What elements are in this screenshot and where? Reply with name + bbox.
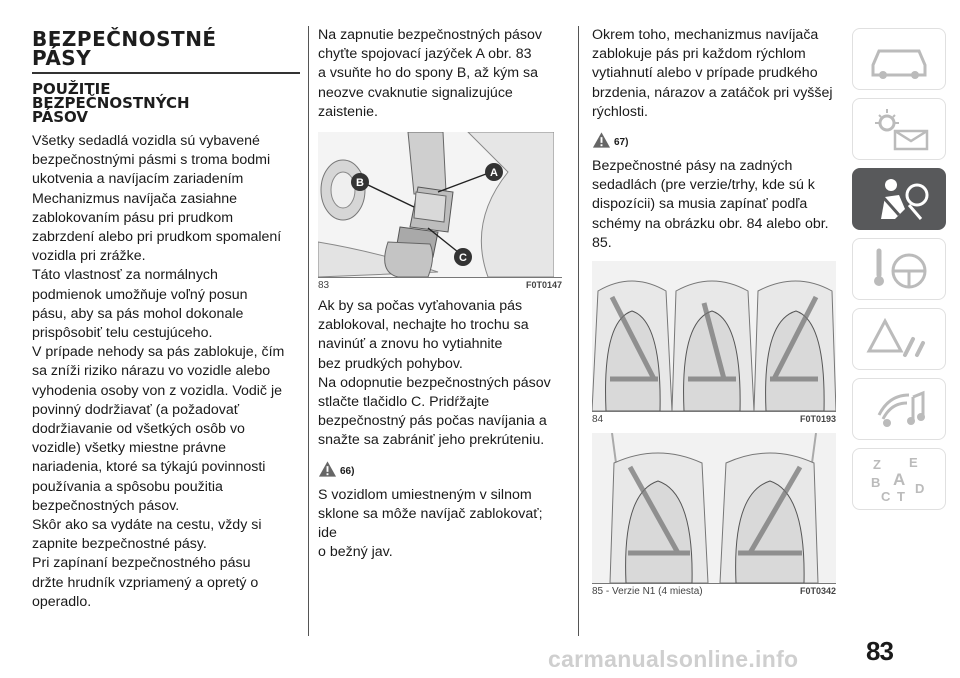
chapter-tabs bbox=[852, 28, 944, 518]
index-letter-t: T bbox=[897, 489, 905, 503]
column-divider bbox=[578, 26, 579, 636]
retractor-paragraph: Okrem toho, mechanizmus navíjača zablokuje pás pri každom rýchlom vytiahnutí alebo v prípade prudkého brzdenia, nárazov a zatáčok pri vyššej rýchlosti. bbox=[592, 27, 833, 120]
tab-warning-lights[interactable] bbox=[852, 98, 946, 160]
subsection-title: POUŽITIE BEZPEČNOSTNÝCH PÁSOV bbox=[32, 80, 190, 126]
column-3 bbox=[592, 26, 836, 603]
label-a: A bbox=[490, 167, 498, 180]
index-letter-a: A bbox=[893, 470, 906, 489]
section-title-rule bbox=[32, 72, 300, 74]
figure-85-caption bbox=[592, 583, 836, 597]
column-1 bbox=[32, 26, 300, 612]
watermark: carmanualsonline.info bbox=[548, 646, 799, 672]
rear-seats-three-passengers-illustration bbox=[592, 261, 836, 411]
index-letter-e: E bbox=[909, 455, 918, 470]
figure-83-number: 83 bbox=[318, 280, 330, 292]
warning-triangle-icon bbox=[592, 131, 611, 149]
rear-seats-two-passengers-illustration bbox=[592, 433, 836, 583]
warning-ref-66: 66) bbox=[340, 465, 355, 477]
tab-multimedia[interactable] bbox=[852, 378, 946, 440]
warning-triangle-icon bbox=[865, 315, 933, 363]
page-number: 83 bbox=[866, 636, 893, 666]
figure-85-code: F0T0342 bbox=[799, 586, 836, 597]
warning-lights-icon bbox=[865, 105, 933, 153]
multimedia-icon bbox=[865, 385, 933, 433]
warning-note-66 bbox=[318, 460, 562, 478]
intro-paragraph: Všetky sedadlá vozidla sú vybavené bezpečnostnými pásmi s troma bodmi ukotvenia a navíjacím zariadením Mechanizmus navíjača zasiahne zablokovaním pásu pri prudkom zabrzdení alebo pri prudkom spomalení vozidla pri zrážke. Táto vlastnosť za normálnych podmienok umožňuje voľný posun pásu, aby sa pás mohol dokonale prispôsobiť telu cestujúceho. V prípade nehody sa pás zablokuje, čím sa zníži riziko nárazu vo vozidle alebo vyhodenia osoby von z vozidla. Vodič je povinný dodržiavať (a požadovať dodržiavanie od všetkých osôb vo vozidle) všetky miestne právne nariadenia, ktoré sa týkajú povinnosti používania a spôsobu použitia bezpečnostných pásov. Skôr ako sa vydáte na cestu, vždy si zapnite bezpečnostné pásy. Pri zapínaní bezpečnostného pásu držte hrudník vzpriamený a opretý o operadlo. bbox=[32, 133, 285, 610]
tab-starting-driving[interactable] bbox=[852, 238, 946, 300]
steering-wheel-icon bbox=[865, 245, 933, 293]
seatbelt-airbag-icon bbox=[865, 175, 933, 223]
warning-note-67 bbox=[592, 131, 836, 149]
tab-emergency[interactable] bbox=[852, 308, 946, 370]
fasten-paragraph: Na zapnutie bezpečnostných pásov chyťte spojovací jazýček A obr. 83 a vsuňte ho do spony B, až kým sa neozve cvaknutie signalizujúce zaistenie. bbox=[318, 27, 542, 120]
section-title: BEZPEČNOSTNÉ PÁSY bbox=[32, 27, 217, 70]
index-letter-d: D bbox=[915, 481, 925, 496]
figure-85 bbox=[592, 433, 836, 597]
figure-83 bbox=[318, 132, 562, 291]
figure-84-code: F0T0193 bbox=[799, 414, 836, 425]
column-2 bbox=[318, 26, 562, 562]
figure-84 bbox=[592, 261, 836, 425]
figure-83-caption bbox=[318, 277, 562, 291]
tab-safety[interactable] bbox=[852, 168, 946, 230]
warning-ref-67: 67) bbox=[614, 137, 629, 149]
index-letter-z: Z bbox=[873, 457, 881, 472]
car-dashboard-icon bbox=[865, 35, 933, 83]
figure-84-number: 84 bbox=[592, 414, 604, 426]
label-b: B bbox=[356, 177, 364, 190]
warning-triangle-icon bbox=[318, 460, 337, 478]
slope-paragraph: S vozidlom umiestneným v silnom sklone sa môže navíjač zablokovať; ide o bežný jav. bbox=[318, 486, 543, 561]
tab-dashboard[interactable] bbox=[852, 28, 946, 90]
unfasten-paragraph: Ak by sa počas vyťahovania pás zablokoval, nechajte ho trochu sa navinúť a znovu ho vytiahnite bez prudkých pohybov. Na odopnutie bezpečnostných pásov stlačte tlačidlo C. Pridŕžajte bezpečnostný pás počas navíjania a snažte sa zabrániť jeho prekrúteniu. bbox=[318, 298, 551, 449]
tab-index[interactable] bbox=[852, 448, 946, 510]
figure-85-number: 85 - Verzie N1 (4 miesta) bbox=[592, 586, 703, 598]
index-letter-b: B bbox=[871, 475, 881, 490]
index-icon bbox=[865, 455, 933, 503]
figure-84-caption bbox=[592, 411, 836, 425]
column-divider bbox=[308, 26, 309, 636]
seatbelt-buckle-illustration bbox=[318, 132, 554, 277]
index-letter-c: C bbox=[881, 489, 891, 503]
figure-83-code: F0T0147 bbox=[525, 280, 562, 291]
rear-seats-paragraph: Bezpečnostné pásy na zadných sedadlách (pre verzie/trhy, kde sú k dispozícii) sa musia zapínať podľa schémy na obrázku obr. 84 alebo obr. 85. bbox=[592, 158, 829, 251]
label-c: C bbox=[459, 252, 467, 265]
